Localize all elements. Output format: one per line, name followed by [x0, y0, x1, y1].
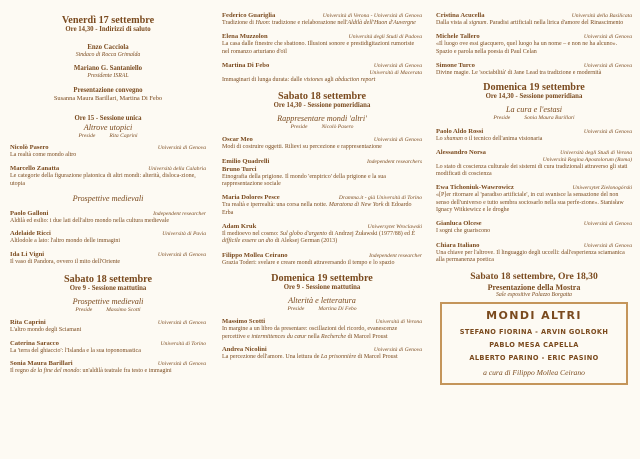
talk — [222, 252, 422, 267]
speaker-name: Massimo Scotti — [222, 318, 266, 326]
speaker-name: Cristina Acucella — [436, 12, 485, 19]
talk-title: Lo shaman o il tecnico dell'anima visionaria — [436, 135, 543, 142]
talk — [10, 360, 206, 375]
column-middle — [222, 0, 422, 459]
curator-credit: a cura di Filippo Mollea Ceirano — [483, 368, 585, 378]
affiliation: Università Regina Apostolorum (Roma) — [542, 156, 632, 163]
talk — [10, 165, 206, 188]
talk-title: Modi di costruire oggetti. Rilievi su percezione e rappresentazione — [222, 144, 382, 151]
affiliation: Università degli Studi di Verona — [560, 149, 632, 156]
affiliation: Independent researchers — [366, 158, 422, 165]
day-heading: Venerdì 17 settembre — [61, 15, 155, 26]
speaker-name: Paolo Aldo Rossi — [436, 127, 484, 135]
session-heading: Ore 14,30 - Sessione pomeridiana — [273, 102, 371, 110]
talk-title: «[P]er ritornare al 'paradiso artificiale', in cui svanisce la sensazione del non senso dell'universo e tutto sembra sociosarlo nella sua perfe-zione». Stanisław Ignacy Witkiewicz e le droghe — [436, 192, 624, 214]
session-heading: Ore 14,30 - Indirizzi di saluto — [65, 26, 151, 34]
speaker-name: Caterina Saracco — [10, 339, 59, 347]
talk — [436, 33, 632, 56]
session-heading: Ore 14,30 - Sessione pomeridiana — [485, 93, 583, 101]
speaker-name: Alessandro Norsa — [436, 148, 486, 156]
speaker-name: Bruno Turci — [222, 165, 257, 173]
talk-title: Il regno de la fine del mondo: un'aldilà teatrale fra testo e immagini — [10, 367, 172, 374]
affiliation: Università di Genova — [157, 360, 206, 367]
affiliation: Independent researcher — [153, 210, 206, 217]
affiliation: Independent researcher — [369, 252, 422, 259]
affiliation: Università di Genova — [373, 63, 422, 69]
talk — [222, 223, 422, 246]
affiliation: Università di Genova — [583, 221, 632, 228]
speaker-name: Filippo Mollea Ceirano — [222, 251, 288, 259]
talk-title: Tradizione di Huon: tradizione e rielaborazione nell'Aldilà dell'Huon d'Auvergne — [222, 20, 416, 27]
speaker-name: Ewa Tichoniuk-Wawrowicz — [436, 184, 514, 192]
column-right — [436, 0, 632, 459]
session-theme: Altrove utopici — [83, 122, 133, 132]
talk — [436, 128, 632, 143]
artists-line: ALBERTO PARINO - ERIC PASINO — [469, 354, 599, 363]
exhibition-box-title: MONDI ALTRI — [486, 309, 582, 323]
affiliation: Università di Torino — [160, 340, 206, 347]
talk — [222, 62, 422, 84]
affiliation: Università di Genova — [157, 251, 206, 258]
affiliation: Università di Macerata — [369, 70, 422, 77]
session-heading: Ore 15 - Sessione unica — [74, 114, 142, 122]
talk — [10, 340, 206, 355]
affiliation: Dramma.it - già Università di Torino — [338, 195, 422, 202]
speaker-name: Andrea Nicolini — [222, 345, 267, 353]
welcome-name: Enzo Cacciola — [87, 43, 129, 51]
artists-line: STEFANO FIORINA - ARVIN GOLROKH — [459, 327, 609, 336]
speaker-name: Michele Tallero — [436, 33, 480, 41]
presentation-title: Presentazione convegno — [73, 87, 143, 95]
affiliation: Università di Genova — [583, 63, 632, 69]
talk-title: Una chiave per l'altrove. Il linguaggio degli uccelli: dall'esperienza sciamanica alla permanenza poetica — [436, 249, 625, 264]
chair: Preside Martina Di Febo — [287, 305, 357, 312]
exhibition-date: Sabato 18 settembre, Ore 18,30 — [470, 271, 598, 283]
affiliation: Università della Calabria — [148, 166, 206, 173]
affiliation: Università di Genova — [583, 128, 632, 135]
talk — [222, 318, 422, 341]
affiliation: Università di Pavia — [162, 231, 206, 238]
day-heading: Sabato 18 settembre — [277, 91, 367, 103]
day-heading: Domenica 19 settembre — [271, 273, 373, 285]
speaker-name: Emilio Quadrelli — [222, 157, 270, 165]
chair: Preside Nicolò Pasero — [290, 123, 354, 130]
exhibition-box — [440, 302, 628, 385]
session-theme: Rappresentare mondi 'altri' — [277, 113, 367, 123]
speaker-name: Adelaide Ricci — [10, 230, 51, 238]
speaker-name: Marcello Zanatta — [10, 165, 60, 173]
day-heading: Domenica 19 settembre — [483, 82, 585, 94]
affiliation: Università di Verona - Università di Genova — [322, 13, 422, 19]
talk-title: Il vaso di Pandora, ovvero il mito dell'Oriente — [10, 258, 121, 265]
affiliation: Università di Genova — [157, 320, 206, 327]
affiliation: Università di Genova — [583, 242, 632, 249]
speaker-name: Nicolò Pasero — [10, 144, 49, 152]
affiliation: Università di Verona — [375, 319, 422, 326]
talk-title: La realtà come mondo altro — [10, 152, 77, 159]
day-heading: Sabato 18 settembre — [63, 273, 153, 285]
speaker-name: Federico Guariglia — [222, 12, 276, 19]
speaker-name: Gianluca Olcese — [436, 220, 482, 228]
chair: Preside Rita Caprini — [78, 132, 138, 139]
column-left — [10, 0, 206, 459]
chair: Preside Sonia Maura Barillari — [493, 115, 575, 122]
speaker-name: Paolo Galloni — [10, 209, 49, 217]
talk-title: Grazia Toderi: svelare e creare mondi attraversando il tempo e lo spazio — [222, 259, 395, 266]
talk — [222, 158, 422, 189]
speaker-name: Sonia Maura Barillari — [10, 359, 73, 367]
speaker-name: Oscar Meo — [222, 136, 253, 144]
talk-title: Aldilà ed esilio: i due lati dell'altro mondo nella cultura medievale — [10, 217, 170, 224]
session-theme: Alterità e letteratura — [288, 295, 356, 305]
talk-title: Il medioevo nel cosmo: Sul globo d'argento di Andrzej Żuławski (1977/88) ed È difficile essere un dio di Aleksej German (2013) — [222, 231, 416, 245]
talk-title: L'altro mondo degli Sciamani — [10, 327, 82, 334]
talk — [436, 12, 632, 27]
talk-title: Divine magie. Le 'sociabilità' di Jane Lead tra tradizione e modernità — [436, 70, 602, 77]
session-theme: Prospettive medievali — [72, 296, 144, 306]
talk — [436, 62, 632, 77]
talk-title: La casa dalle finestre che sbattono. Illusioni sonore e prestidigitazioni rumoriste nel romanzo arturiano d'oïl — [222, 41, 415, 55]
talk-title: La percezione dell'amore. Una lettura de La prisonnière di Marcel Proust — [222, 353, 398, 360]
talk-title: Altlodole a lato: l'altro mondo delle immagini — [10, 238, 121, 245]
exhibition-title: Presentazione della Mostra — [487, 282, 581, 292]
talk — [222, 136, 422, 151]
talk-title: Lo stato di coscienza culturale dei sistemi di cura tradizionali attraverso gli stati modificati di coscienza — [436, 163, 628, 178]
talk-title: Immaginari di lunga durata: dalle visiones agli abduction report — [222, 76, 376, 83]
exhibition-venue: Sale espositive Palazzo Borgatta — [496, 292, 572, 299]
speaker-name: Ida Li Vigni — [10, 250, 45, 258]
affiliation: Uniwersytet Zielonogórski — [572, 185, 632, 192]
affiliation: Università di Genova — [373, 137, 422, 144]
talk — [10, 319, 206, 334]
speaker-name: Maria Dolores Pesce — [222, 194, 280, 202]
chair: Preside Massimo Scotti — [75, 306, 141, 313]
affiliation: Università di Genova — [157, 145, 206, 152]
talk — [436, 184, 632, 214]
artists-line: PABLO MESA CAPELLA — [489, 340, 579, 349]
speaker-name: Martina Di Febo — [222, 62, 270, 69]
affiliation: Università degli Studi di Padova — [348, 34, 422, 41]
talk — [10, 144, 206, 159]
affiliation: Università di Genova — [373, 346, 422, 353]
presentation-names: Susanna Maura Barillari, Martina Di Febo — [53, 95, 163, 103]
session-theme: Prospettive medievali — [72, 194, 144, 204]
talk-title: I sogni che guariscono — [436, 228, 491, 235]
talk — [10, 210, 206, 225]
speaker-name: Rita Caprini — [10, 319, 46, 327]
talk-title: Le categorie della figurazione platonica di altri mondi: alterità, disloca-zione, utopia — [10, 173, 196, 187]
talk-title: Tra realtà e iperrealtà: una corsa nella notte. Maratona di New York di Edoardo Erba — [222, 202, 412, 216]
speaker-name: Adam Kruk — [222, 223, 257, 231]
talk — [10, 251, 206, 266]
talk — [222, 194, 422, 217]
welcome-name: Mariano G. Santaniello — [73, 64, 143, 72]
talk-title: «Il luogo ove essi giacquero, quel luogo ha un nome – e non ne ha alcuno». Spazio e parola nella poesia di Paul Celan — [436, 41, 618, 55]
talk — [436, 149, 632, 178]
talk-title: Dalla vista al signum. Paradisi artificiali nella lirica d'amore del Rinascimento — [436, 20, 624, 27]
affiliation: Uniwersytet Wroclawski — [367, 224, 422, 231]
speaker-name: Elena Muzzolon — [222, 33, 268, 41]
talk — [436, 220, 632, 235]
talk-title: In margine a un libro da presentare: oscillazioni del ricordo, evanescenze percettive e intermittences du cœur nella Recherche di Marcel Proust — [222, 326, 398, 340]
affiliation: Università di Genova — [583, 34, 632, 41]
talk-title: Etnografia della prigione. Il mondo 'empirico' della prigione e la sua rappresentazione sociale — [222, 173, 386, 188]
talk — [222, 346, 422, 361]
talk — [10, 230, 206, 245]
session-heading: Ore 9 - Sessione mattutina — [69, 284, 147, 292]
talk — [222, 12, 422, 27]
talk — [436, 242, 632, 265]
session-theme: La cura e l'estasi — [505, 105, 563, 115]
talk-title: La 'terra del ghiaccio': l'Islanda e la sua toponomastica — [10, 347, 141, 354]
speaker-name: Chiara Italiano — [436, 241, 480, 249]
welcome-role: Sindaco di Rocca Grimalda — [75, 51, 141, 58]
welcome-role: Presidente ISRAL — [87, 73, 129, 80]
talk — [222, 33, 422, 56]
affiliation: Università della Basilicata — [571, 13, 632, 19]
speaker-name: Simone Turco — [436, 62, 475, 69]
session-heading: Ore 9 - Sessione mattutina — [283, 284, 361, 292]
